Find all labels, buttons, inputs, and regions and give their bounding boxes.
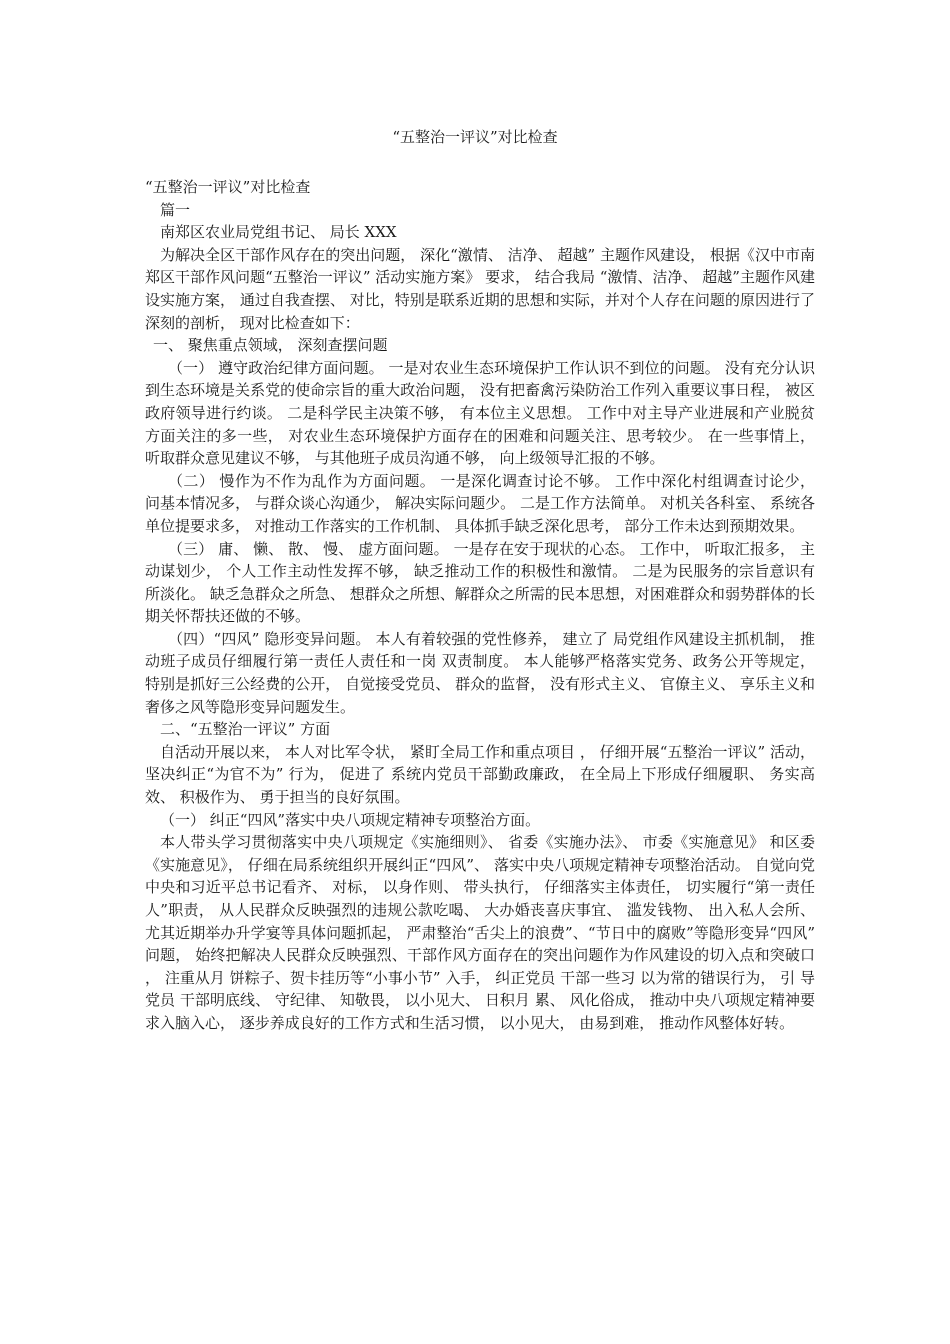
paragraph: （一） 遵守政治纪律方面问题。 一是对农业生态环境保护工作认识不到位的问题。 没有充分认识到生态环境是关系党的使命宗旨的重大政治问题， 没有把畜禽污染防治工作列入重要议事日程， 被区政府领导进行约谈。 二是科学民主决策不够， 有本位主义思想。 工作中对主导产业进展和产业脱贫方面关注的多一些， 对农业生态环境保护方面存在的困难和问题关注、思考较少。 在一些事情上， 听取群众意见建议不够， 与其他班子成员沟通不够， 向上级领导汇报的不够。 [145,358,815,468]
paragraph: 二、“五整治一评议” 方面 [160,720,331,739]
document-title: “五整治一评议”对比检查 [392,128,558,146]
paragraph: 本人带头学习贯彻落实中央八项规定《实施细则》、 省委《实施办法》、 市委《实施意见》 和区委《实施意见》， 仔细在局系统组织开展纠正“四风”、 落实中央八项规定精神专项整治活动。 自觉向党中央和习近平总书记看齐、 对标， 以身作则、 带头执行， 仔细落实主体责任， 切实履行“第一责任人”职责， 从人民群众反映强烈的违规公款吃喝、 大办婚丧喜庆事宜、 滥发钱物、 出入私人会所、 尤其近期举办升学宴等具体问题抓起， 严肃整治“舌尖上的浪费”、“节日中的腐败”等隐形变异“四风” 问题， 始终把解决人民群众反映强烈、干部作风方面存在的突出问题作为作风建设的切入点和突破口 ， 注重从月 饼粽子、贺卡挂历等“小事小节” 入手， 纠正党员 干部一些习 以为常的错误行为， 引 导党员 干部明底线、 守纪律、 知敬畏， 以小见大、 日积月 累、 风化俗成， 推动中央八项规定精神要求入脑入心， 逐步养成良好的工作方式和生活习惯， 以小见大， 由易到难， 推动作风整体好转。 [145,833,815,1032]
paragraph: （三） 庸、 懒、 散、 慢、 虚方面问题。 一是存在安于现状的心态。 工作中， 听取汇报多， 主动谋划少， 个人工作主动性发挥不够， 缺乏推动工作的积极性和激情。 二是为民服务的宗旨意识有所淡化。 缺乏急群众之所急、 想群众之所想、解群众之所需的民本思想，对困难群众和弱势群体的长期关怀帮扶还做的不够。 [145,539,815,626]
paragraph: “五整治一评议”对比检查 [145,178,311,196]
paragraph: 一、 聚焦重点领域， 深刻查摆问题 [153,336,388,355]
paragraph: （一） 纠正“四风”落实中央八项规定精神专项整治方面。 [160,810,541,829]
paragraph: （二） 慢作为不作为乱作为方面问题。 一是深化调查讨论不够。 工作中深化村组调查讨论少， 问基本情况多， 与群众谈心沟通少， 解决实际问题少。 二是工作方法简单。 对机关各科室、 系统各单位提要求多， 对推动工作落实的工作机制、 具体抓手缺乏深化思考， 部分工作未达到预期效果。 [145,471,815,535]
paragraph: 自活动开展以来， 本人对比军令状， 紧盯全局工作和重点项目 ， 仔细开展“五整治一评议” 活动， 坚决纠正“为官不为” 行为， 促进了 系统内党员干部勤政廉政， 在全局上下形成仔细履职、 务实高效、 积极作为、 勇于担当的良好氛围。 [145,742,815,807]
paragraph: （四）“四风” 隐形变异问题。 本人有着较强的党性修养， 建立了 局党组作风建设主抓机制， 推动班子成员仔细履行第一责任人责任和一岗 双责制度。 本人能够严格落实党务、政务公开等规定， 特别是抓好三公经费的公开， 自觉接受党员、 群众的监督， 没有形式主义、 官僚主义、 享乐主义和奢侈之风等隐形变异问题发生。 [145,629,815,716]
paragraph: 篇一 [160,200,191,219]
document-body [145,176,815,1035]
paragraph: 南郑区农业局党组书记、 局长 XXX [160,223,397,242]
paragraph: 为解决全区干部作风存在的突出问题， 深化“激情、 洁净、 超越” 主题作风建设， 根据《汉中市南郑区干部作风问题“五整治一评议” 活动实施方案》 要求， 结合我局 “激情、洁净、 超越”主题作风建设实施方案， 通过自我查摆、 对比，特别是联系近期的思想和实际，并对个人存在问题的原因进行了 深刻的剖析， 现对比检查如下： [145,245,815,332]
